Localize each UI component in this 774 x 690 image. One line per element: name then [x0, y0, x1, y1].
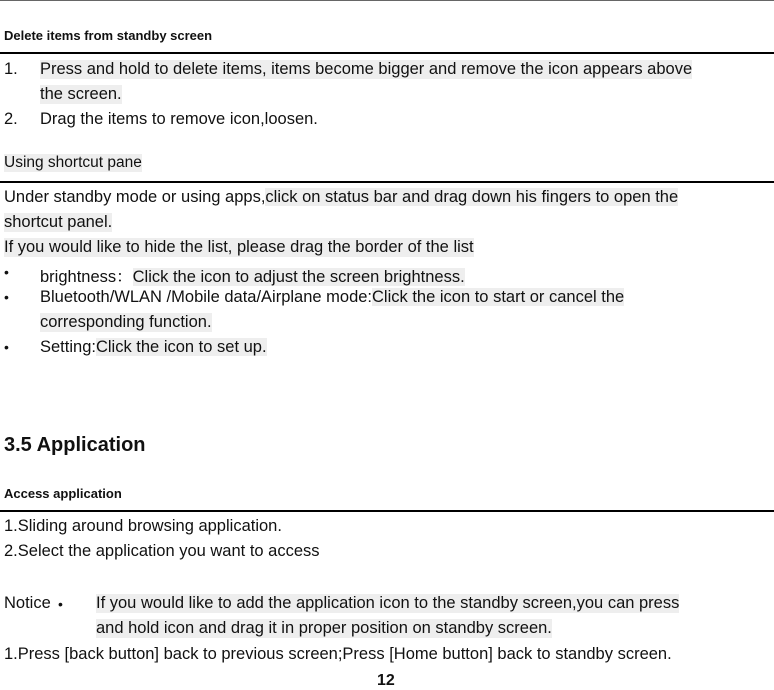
bullet-icon: • [4, 339, 9, 355]
bullet-text: Click the icon to adjust the screen brightness. [132, 268, 465, 286]
step-text: Press and hold to delete items, items become bigger and remove the icon appears above [40, 60, 693, 78]
step-text: Drag the items to remove icon,loosen. [40, 110, 318, 128]
section-divider [0, 181, 774, 183]
step-number: 2. [4, 110, 18, 128]
notice-text-continued: and hold icon and drag it in proper position on standby screen. [96, 619, 552, 637]
bullet-text: Click the icon to set up. [95, 338, 267, 356]
section-title-delete-items: Delete items from standby screen [4, 28, 213, 43]
shortcut-intro-part2: click on status bar and drag down his fingers to open the [265, 188, 679, 206]
section-divider [0, 510, 774, 512]
bullet-item-brightness [40, 263, 465, 287]
bullet-item-setting [40, 338, 267, 357]
access-step-1: 1.Sliding around browsing application. [4, 517, 282, 535]
navigation-instruction: 1.Press [back button] back to previous screen;Press [Home button] back to standby screen. [4, 645, 672, 663]
bullet-label: Setting: [40, 338, 96, 356]
notice-text: If you would like to add the application icon to the standby screen,you can press [96, 594, 680, 612]
step-text-continued: the screen. [40, 85, 122, 103]
page-number: 12 [377, 672, 395, 689]
section-title-shortcut-pane: Using shortcut pane [4, 154, 142, 171]
bullet-icon: • [4, 264, 9, 280]
bullet-label: brightness： [40, 268, 133, 286]
bullet-label: Bluetooth/WLAN /Mobile data/Airplane mode: [40, 288, 373, 306]
section-divider [0, 52, 774, 54]
chapter-heading: 3.5 Application [4, 434, 146, 456]
shortcut-intro [4, 188, 678, 207]
top-border [0, 0, 774, 1]
bullet-text: Click the icon to start or cancel the [372, 288, 625, 306]
notice-bullet-icon: • [58, 596, 63, 612]
step-number: 1. [4, 60, 18, 78]
shortcut-intro-continued: shortcut panel. [4, 213, 113, 231]
shortcut-intro-part1: Under standby mode or using apps, [4, 188, 266, 206]
bullet-text-continued: corresponding function. [40, 313, 212, 331]
bullet-icon: • [4, 289, 9, 305]
shortcut-hide-instruction: If you would like to hide the list, please drag the border of the list [4, 238, 474, 256]
section-title-access-application: Access application [4, 486, 122, 501]
notice-label: Notice [4, 594, 51, 612]
bullet-item-connectivity [40, 288, 624, 307]
access-step-2: 2.Select the application you want to access [4, 542, 320, 560]
